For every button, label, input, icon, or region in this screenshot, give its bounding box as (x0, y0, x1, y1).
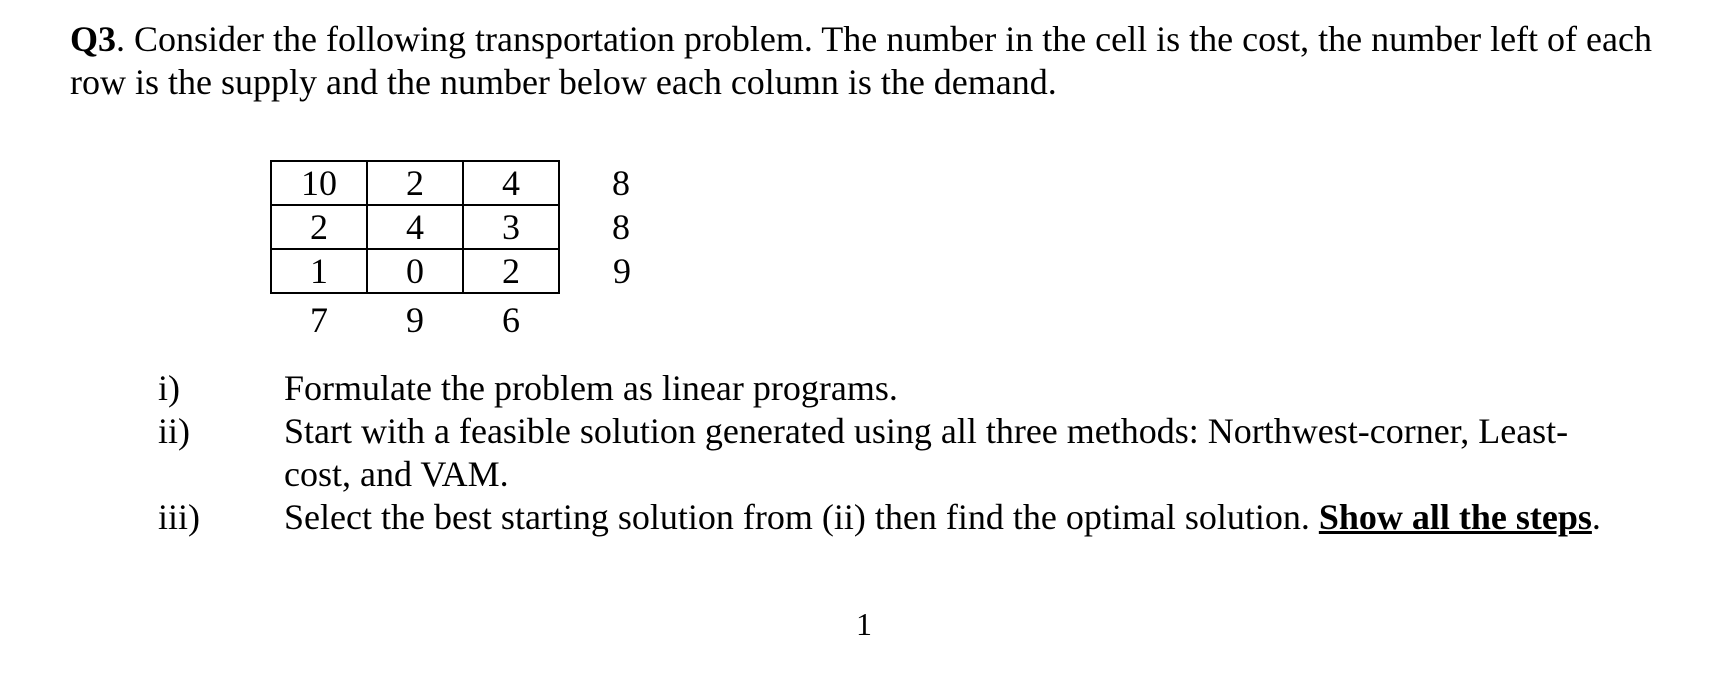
item-number: ii) (158, 411, 190, 451)
cost-table (270, 160, 632, 346)
list-item (158, 410, 1608, 496)
question-intro (70, 18, 1670, 104)
item-number: i) (158, 368, 180, 408)
demand-value: 9 (406, 300, 424, 340)
transportation-table (270, 160, 632, 346)
cost-cell: 10 (271, 161, 367, 205)
cost-cell: 1 (271, 249, 367, 293)
table-row (271, 161, 631, 205)
cost-cell: 3 (463, 205, 559, 249)
cost-cell: 0 (367, 249, 463, 293)
item-text: Start with a feasible solution generated using all three methods: Northwest-corner, Least-cost, and VAM. (284, 411, 1569, 494)
item-tail: . (1591, 497, 1601, 537)
cost-cell: 2 (463, 249, 559, 293)
question-text: . Consider the following transportation problem. The number in the cell is the cost, the number left of each row is the supply and the number below each column is the demand. (70, 19, 1652, 102)
demand-value: 6 (502, 300, 520, 340)
supply-value: 9 (613, 251, 631, 291)
cost-cell: 2 (271, 205, 367, 249)
emphasis-text: Show all the steps (1318, 497, 1592, 537)
cost-cell: 4 (463, 161, 559, 205)
cost-cell: 2 (367, 161, 463, 205)
item-text-wrapper (284, 496, 1604, 539)
demand-row (271, 293, 631, 346)
table-row (271, 249, 631, 293)
table-row (271, 205, 631, 249)
supply-value: 8 (612, 163, 630, 203)
supply-value: 8 (612, 207, 630, 247)
item-number: iii) (158, 497, 200, 537)
demand-value: 7 (310, 300, 328, 340)
task-list (158, 367, 1608, 539)
item-text: Select the best starting solution from (ii) then find the optimal solution. (284, 497, 1319, 537)
item-text: Formulate the problem as linear programs. (284, 368, 898, 408)
question-label: Q3 (70, 19, 117, 59)
list-item (158, 367, 1608, 410)
list-item (158, 496, 1608, 539)
page-number: 1 (856, 606, 872, 642)
cost-cell: 4 (367, 205, 463, 249)
